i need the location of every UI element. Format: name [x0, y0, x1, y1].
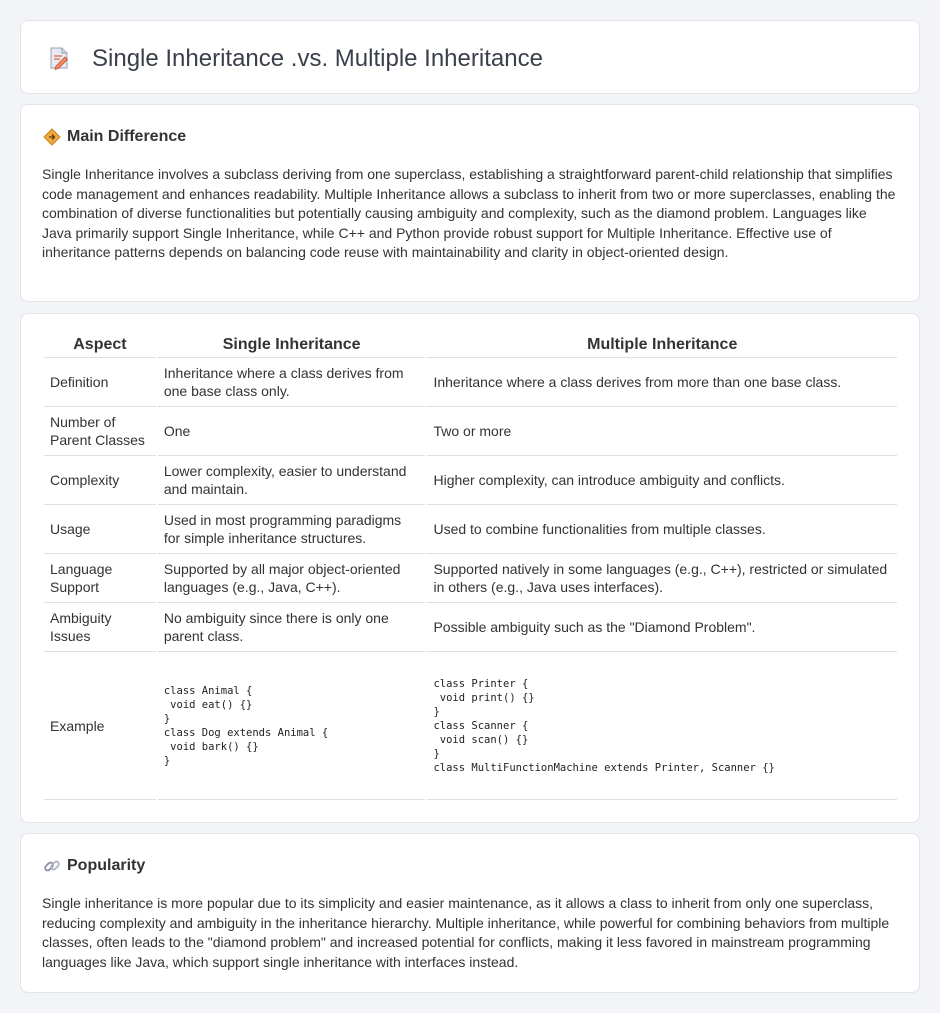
- single-cell: Lower complexity, easier to understand and maintain.: [158, 456, 426, 505]
- popularity-card: [20, 833, 920, 993]
- main-difference-heading: Main Difference: [67, 128, 187, 145]
- multi-cell: Higher complexity, can introduce ambiguity and conflicts.: [427, 456, 897, 505]
- aspect-cell: Definition: [44, 358, 156, 407]
- main-difference-header: [43, 127, 186, 147]
- page-title: Single Inheritance .vs. Multiple Inheritance: [92, 45, 543, 72]
- single-cell: One: [158, 407, 426, 456]
- multi-code-block: class Printer { void print() {} } class Scanner { void scan() {} } class MultiFunctionMachine extends Printer, Scanner {}: [433, 677, 775, 774]
- header-single: Single Inheritance: [158, 334, 426, 358]
- multi-cell: Used to combine functionalities from multiple classes.: [427, 505, 897, 554]
- header-multiple: Multiple Inheritance: [427, 334, 897, 358]
- single-cell: Supported by all major object-oriented languages (e.g., Java, C++).: [158, 554, 426, 603]
- multi-cell: Possible ambiguity such as the "Diamond Problem".: [427, 603, 897, 652]
- diamond-icon: [43, 128, 61, 146]
- multi-cell: Two or more: [427, 407, 897, 456]
- popularity-text: Single inheritance is more popular due to its simplicity and easier maintenance, as it allows a class to inherit from only one superclass, reducing complexity and ambiguity in the inheritance hierarchy. Multiple inheritance, while powerful for combining behaviors from multiple classes, often leads to the "diamond problem" and increased potential for conflicts, making it less favored in mainstream programming languages like Java, which support single inheritance with interfaces instead.: [42, 895, 890, 970]
- comparison-card: [20, 313, 920, 823]
- main-difference-card: [20, 104, 920, 302]
- multi-cell: Supported natively in some languages (e.g., C++), restricted or simulated in others (e.g., Java uses interfaces).: [427, 554, 897, 603]
- aspect-cell: Language Support: [44, 554, 156, 603]
- table-header-row: [44, 334, 897, 358]
- main-difference-text: Single Inheritance involves a subclass deriving from one superclass, establishing a straightforward parent-child relationship that simplifies code management and enhances readability. Multiple Inheritance allows a subclass to inherit from two or more superclasses, enabling the combination of diverse functionalities but potentially causing ambiguity and complexity, such as the diamond problem. Languages like Java primarily support Single Inheritance, while C++ and Python provide robust support for Multiple Inheritance. Effective use of inheritance patterns depends on balancing code reuse with maintainability and clarity in object-oriented design.: [42, 166, 896, 260]
- link-icon: [43, 857, 61, 875]
- single-cell: Inheritance where a class derives from one base class only.: [158, 358, 426, 407]
- comparison-table: [42, 334, 899, 800]
- table-row: [44, 358, 897, 407]
- popularity-header: [43, 856, 145, 876]
- aspect-cell: Complexity: [44, 456, 156, 505]
- table-row: [44, 407, 897, 456]
- aspect-cell: Number of Parent Classes: [44, 407, 156, 456]
- title-card: [20, 20, 920, 94]
- multi-cell: Inheritance where a class derives from more than one base class.: [427, 358, 897, 407]
- aspect-cell: Ambiguity Issues: [44, 603, 156, 652]
- table-row: [44, 554, 897, 603]
- table-row: [44, 456, 897, 505]
- document-pencil-icon: [47, 46, 71, 70]
- table-row: [44, 603, 897, 652]
- aspect-cell: Example: [44, 652, 156, 800]
- popularity-heading: Popularity: [67, 857, 146, 874]
- multi-code-cell: [427, 652, 897, 800]
- table-row: [44, 505, 897, 554]
- example-row: [44, 652, 897, 800]
- single-cell: No ambiguity since there is only one parent class.: [158, 603, 426, 652]
- single-cell: Used in most programming paradigms for simple inheritance structures.: [158, 505, 426, 554]
- aspect-cell: Usage: [44, 505, 156, 554]
- single-code-block: class Animal { void eat() {} } class Dog extends Animal { void bark() {} }: [163, 684, 329, 767]
- header-aspect: Aspect: [44, 334, 156, 358]
- single-code-cell: [158, 652, 426, 800]
